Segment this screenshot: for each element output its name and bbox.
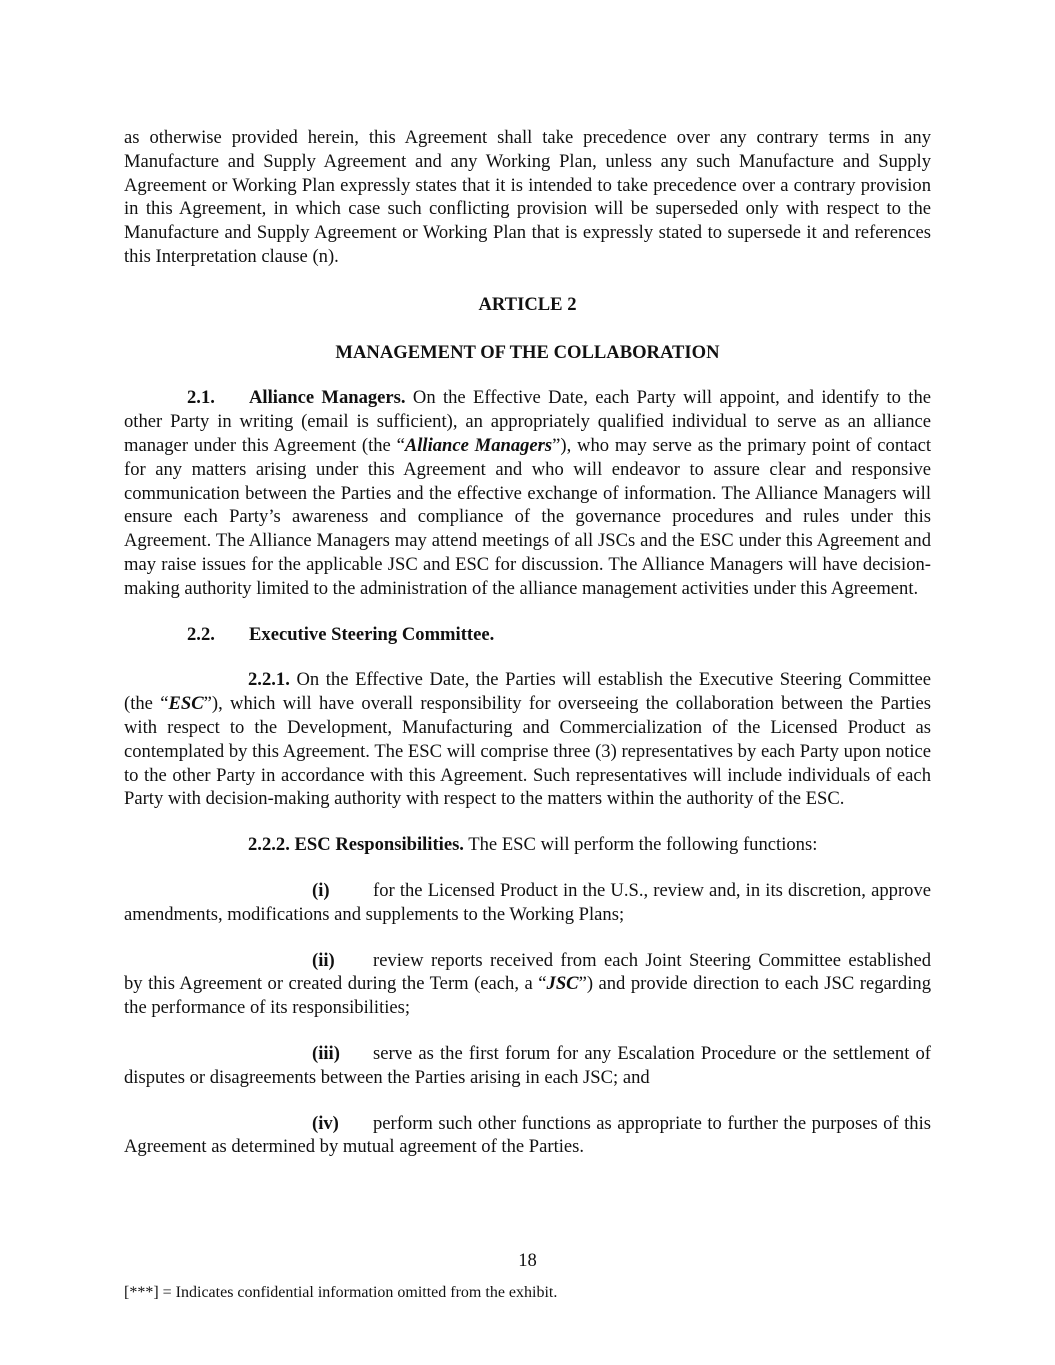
section-heading: Executive Steering Committee.: [249, 623, 495, 645]
document-page: [124, 126, 931, 1159]
section-2-1: 2.1. Alliance Managers. On the Effective Date, each Party will appoint, and identify to the other Party in writing (email is sufficient), an appropriately qualified individual to serve as an alliance manager under this Agreement (the “Alliance Managers”), who may serve as the primary point of contact for any matters arising under this Agreement and who will endeavor to assure clear and responsive communication between the Parties and the effective exchange of information. The Alliance Managers will ensure each Party’s awareness and compliance of the governance procedures and rules under this Agreement. The Alliance Managers may attend meetings of all JSCs and the ESC under this Agreement and may raise issues for the applicable JSC and ESC for discussion. The Alliance Managers will have decision-making authority limited to the administration of the alliance management activities under this Agreement.: [124, 387, 931, 599]
article-title: MANAGEMENT OF THE COLLABORATION: [335, 341, 720, 363]
section-2-2: [124, 623, 931, 647]
section-2-2-1: 2.2.1. On the Effective Date, the Parties will establish the Executive Steering Committee (the “ESC”), which will have overall responsibility for overseeing the collaboration between the Parties with respect to the Development, Manufacturing and Commercialization of the Licensed Product as contemplated by this Agreement. The ESC will comprise three (3) representatives by each Party upon notice to the other Party in accordance with this Agreement. Such representatives will include individuals of each Party with decision-making authority with respect to the matters within the authority of the ESC.: [124, 669, 931, 810]
section-heading: Alliance Managers.: [249, 387, 406, 409]
section-heading: ESC Responsibilities.: [294, 834, 464, 856]
list-item-label: (ii): [312, 949, 335, 971]
list-item-label: (i): [312, 879, 330, 901]
article-number: ARTICLE 2: [478, 293, 577, 315]
section-number: 2.2.2.: [248, 834, 290, 856]
list-item-i: (i) for the Licensed Product in the U.S., review and, in its discretion, approve amendments, modifications and supplements to the Working Plans;: [124, 879, 931, 925]
list-item-label: (iv): [312, 1112, 339, 1134]
confidentiality-footnote: [***] = Indicates confidential information omitted from the exhibit.: [124, 1284, 558, 1301]
defined-term: JSC: [546, 973, 579, 995]
defined-term: ESC: [168, 693, 204, 715]
section-number: 2.2.: [187, 623, 215, 645]
section-number: 2.2.1.: [248, 669, 290, 691]
section-2-2-2: 2.2.2. ESC Responsibilities. The ESC will perform the following functions:: [248, 834, 818, 856]
page-number: 18: [518, 1250, 537, 1271]
list-item-iv: (iv) perform such other functions as appropriate to further the purposes of this Agreement as determined by mutual agreement of the Parties.: [124, 1112, 931, 1158]
list-item-label: (iii): [312, 1042, 340, 1064]
list-item-iii: (iii) serve as the first forum for any Escalation Procedure or the settlement of disputes or disagreements between the Parties arising in each JSC; and: [124, 1042, 931, 1088]
list-item-ii: (ii) review reports received from each Joint Steering Committee established by this Agreement or created during the Term (each, a “JSC”) and provide direction to each JSC regarding the performance of its responsibilities;: [124, 949, 931, 1019]
continuation-paragraph: as otherwise provided herein, this Agreement shall take precedence over any contrary terms in any Manufacture and Supply Agreement and any Working Plan, unless any such Manufacture and Supply Agreement or Working Plan expressly states that it is intended to take precedence over a contrary provision in this Agreement, in which case such conflicting provision will be superseded only with respect to the Manufacture and Supply Agreement or Working Plan that is expressly stated to supersede it and references this Interpretation clause (n).: [124, 127, 931, 267]
section-number: 2.1.: [187, 387, 215, 409]
defined-term: Alliance Managers: [404, 434, 553, 456]
